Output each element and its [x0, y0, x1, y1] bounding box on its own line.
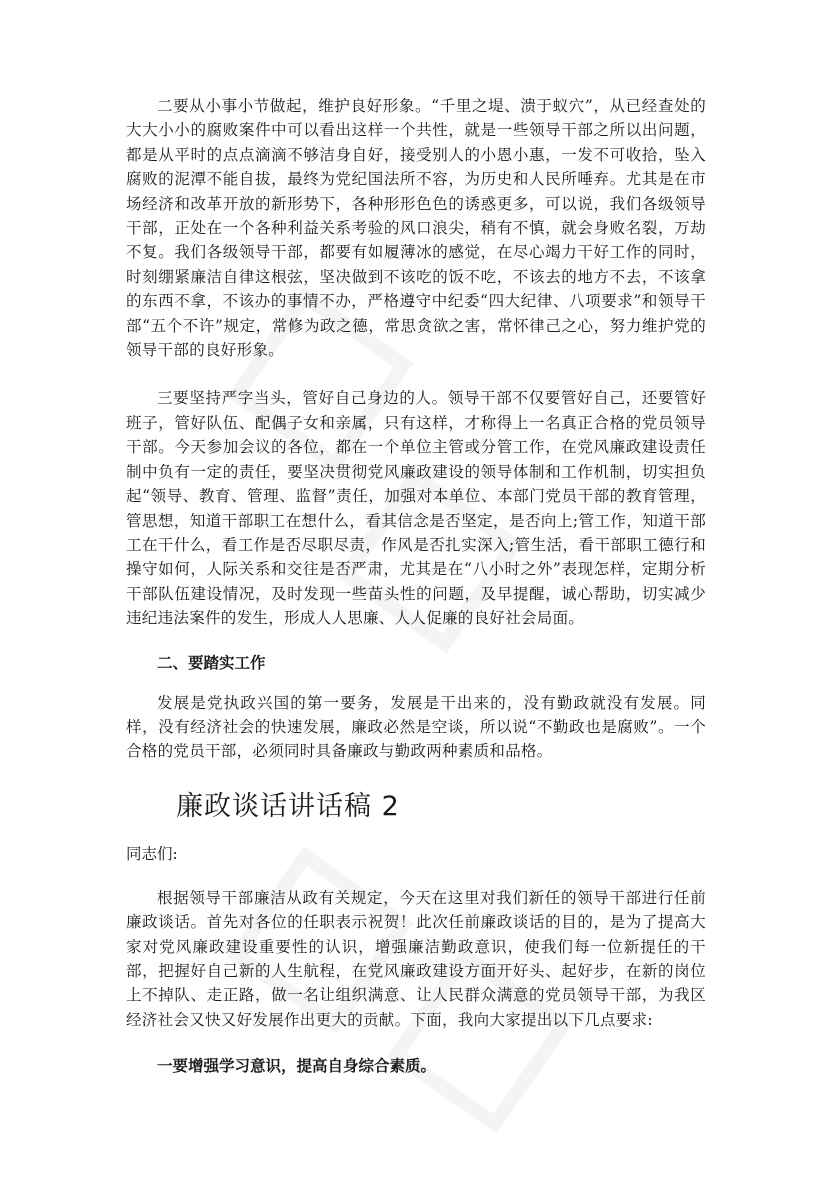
section-heading-learning: 一要增强学习意识，提高自身综合素质。 [157, 1057, 437, 1076]
paragraph-pre-appointment-talk: 根据领导干部廉洁从政有关规定，今天在这里对我们新任的领导干部进行任前廉政谈话。首先对各位的任职表示祝贺！此次任前廉政谈话的目的，是为了提高大家对党风廉政建设重要性的认识，增强廉洁勤政意识，使我们每一位新提任的干部，把握好自己新的人生航程，在党风廉政建设方面开好头、起好步，在新的岗位上不掉队、走正路，做一名让组织满意、让人民群众满意的党员领导干部，为我区经济社会又快又好发展作出更大的贡献。下面，我向大家提出以下几点要求: [126, 888, 706, 1029]
paragraph-development: 发展是党执政兴国的第一要务，发展是干出来的，没有勤政就没有发展。同样，没有经济社会的快速发展，廉政必然是空谈，所以说“不勤政也是腐败”。一个合格的党员干部，必须同时具备廉政与勤政两种素质和品格。 [126, 693, 706, 761]
document-title: 廉政谈话讲话稿 2 [176, 790, 400, 822]
document-body [126, 94, 706, 1078]
paragraph-strictness: 三要坚持严字当头，管好自己身边的人。领导干部不仅要管好自己，还要管好班子，管好队伍、配偶子女和亲属，只有这样，才称得上一名真正合格的党员领导干部。今天参加会议的各位，都在一个单位主管或分管工作，在党风廉政建设责任制中负有一定的责任，要坚决贯彻党风廉政建设的领导体制和工作机制，切实担负起“领导、教育、管理、监督”责任，加强对本单位、本部门党员干部的教育管理，管思想，知道干部职工在想什么，看其信念是否坚定，是否向上;管工作，知道干部工在干什么，看工作是否尽职尽责，作风是否扎实深入;管生活，看干部职工德行和操守如何，人际关系和交往是否严肃，尤其是在“八小时之外”表现怎样，定期分析干部队伍建设情况，及时发现一些苗头性的问题，及早提醒，诚心帮助，切实减少违纪违法案件的发生，形成人人思廉、人人促廉的良好社会局面。 [126, 389, 706, 628]
greeting-line: 同志们: [126, 844, 178, 863]
section-heading-work: 二、要踏实工作 [157, 653, 266, 672]
paragraph-small-matters: 二要从小事小节做起，维护良好形象。“千里之堤、溃于蚁穴”，从已经查处的大大小小的腐败案件中可以看出这样一个共性，就是一些领导干部之所以出问题，都是从平时的点点滴滴不够洁身自好，接受别人的小恩小惠，一发不可收拾，坠入腐败的泥潭不能自拔，最终为党纪国法所不容，为历史和人民所唾弃。尤其是在市场经济和改革开放的新形势下，各种形形色色的诱惑更多，可以说，我们各级领导干部，正处在一个各种利益关系考验的风口浪尖，稍有不慎，就会身败名裂，万劫不复。我们各级领导干部，都要有如履薄冰的感觉，在尽心竭力干好工作的同时，时刻绷紧廉洁自律这根弦，坚决做到不该吃的饭不吃，不该去的地方不去，不该拿的东西不拿，不该办的事情不办，严格遵守中纪委“四大纪律、八项要求”和领导干部“五个不许”规定，常修为政之德，常思贪欲之害，常怀律己之心，努力维护党的领导干部的良好形象。 [126, 97, 706, 360]
